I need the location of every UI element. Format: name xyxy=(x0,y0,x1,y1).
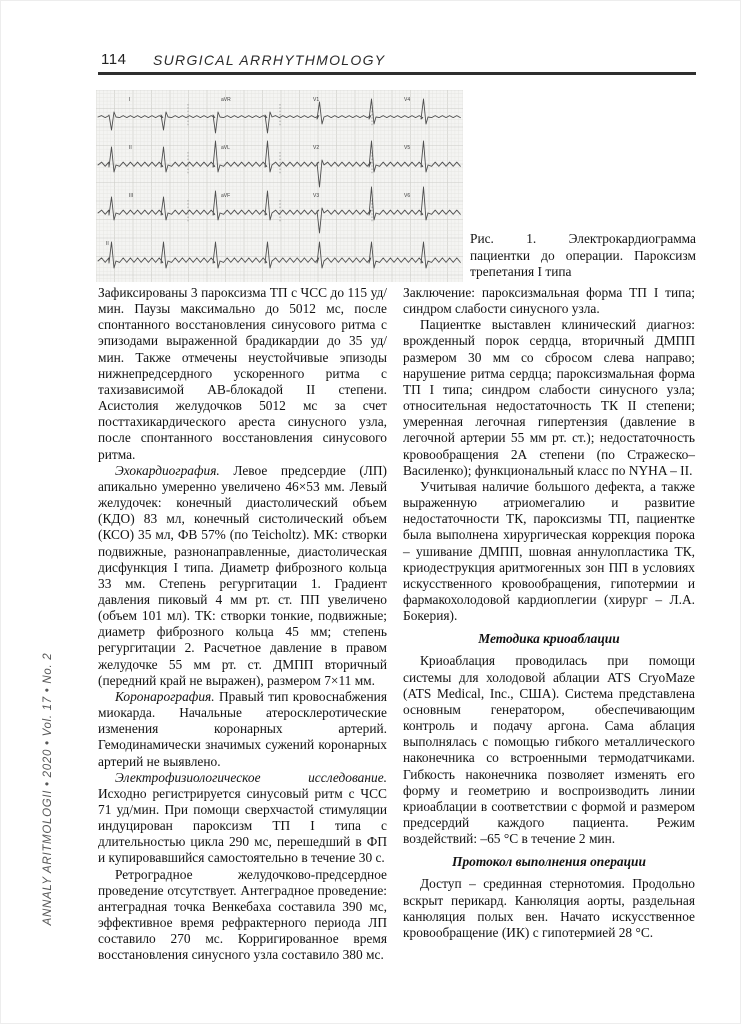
paragraph: Зафиксированы 3 пароксизма ТП с ЧСС до 115 уд/мин. Паузы максимально до 5012 мс, после спонтанного восстановления синусового ритма с эпизодами выраженной брадикардии до 35 уд/мин. Также отмечены неустойчивые эпизоды нижнепредсердного ускоренного ритма с тахизависимой АВ-блокадой II степени. Асистолия желудочков 5012 мс за счет посттахикардического ареста синусного узла, после спонтанного восстановления синусового ритма. xyxy=(98,285,387,462)
paragraph: Эхокардиография. Левое предсердие (ЛП) апикально умеренно увеличено 46×53 мм. Левый желудочек: конечный диастолический объем (КДО) 83 мл, конечный систолический объем (КСО) 35 мл, ФВ 57% (по Teicholtz). МК: створки подвижные, разнонаправленные, диастолическая дисфункция I типа. Диаметр фиброзного кольца 33 мм. Степень регургитации 1. Градиент давления пиковый 4 мм рт. ст. ПП увеличено (объем 101 мл). ТК: створки тонкие, подвижные; диаметр фиброзного кольца 45 мм; степень регургитации 2. Расчетное давление в правом желудочке 55 мм рт. ст. ДМПП вторичный (передний край не выражен), размером 7×11 мм. xyxy=(98,462,387,688)
paragraph: Электрофизиологическое исследование. Исходно регистрируется синусовый ритм с ЧСС 71 уд/мин. При помощи сверхчастой стимуляции индуцирован пароксизм ТП I типа с длительностью цикла 290 мс, перешедший в ФП и купировавшийся самостоятельно в течение 30 с. xyxy=(98,769,387,866)
paragraph-lead-italic: Эхокардиография. xyxy=(115,462,220,478)
svg-text:aVL: aVL xyxy=(221,145,230,151)
svg-text:aVR: aVR xyxy=(221,97,231,103)
svg-text:II: II xyxy=(106,241,109,247)
svg-text:aVF: aVF xyxy=(221,193,231,199)
paragraph: Ретроградное желудочково-предсердное проведение отсутствует. Антеградное проведение: антеградная точка Венкебаха составила 390 мс, эффективное время рефрактерного периода ЛП составило 270 мс. Корригированное время восстановления синусного узла составило 380 мс. xyxy=(98,866,387,963)
svg-text:II: II xyxy=(129,145,132,151)
right-column xyxy=(403,285,695,941)
paragraph: Доступ – срединная стернотомия. Продольно вскрыт перикард. Канюляция аорты, раздельная канюляция полых вен. Начато искусственное кровообращение (ИК) с гипотермией 28 °С. xyxy=(403,876,695,940)
ecg-image xyxy=(96,90,463,282)
paragraph: Заключение: пароксизмальная форма ТП I типа; синдром слабости синусного узла. xyxy=(403,285,695,317)
svg-text:V4: V4 xyxy=(404,97,411,103)
section-heading: Методика криоаблации xyxy=(478,631,620,647)
page-number: 114 xyxy=(101,51,127,68)
svg-text:V6: V6 xyxy=(404,193,411,199)
paragraph: Коронарография. Правый тип кровоснабжения миокарда. Начальные атеросклеротические изменения коронарных артерий. Гемодинамически значимых сужений коронарных артерий не выявлено. xyxy=(98,688,387,769)
section-heading: Протокол выполнения операции xyxy=(452,854,646,870)
svg-text:V2: V2 xyxy=(313,145,320,151)
journal-sidebar-text: ANNALY ARITMOLOGII • 2020 • Vol. 17 • No. 2 xyxy=(42,652,54,926)
left-column xyxy=(98,285,387,964)
figure-caption: Рис. 1. Электрокардиограмма пациентки до операции. Пароксизм трепетания I типа xyxy=(470,231,696,280)
paragraph-lead-italic: Коронарография. xyxy=(115,688,215,704)
paragraph: Криоаблация проводилась при помощи системы для холодовой аблации ATS CryoMaze (ATS Medical, Inc., США). Система представлена основным генератором, обеспечивающим контроль и подачу аргона. Сама аблация выполнялась с помощью гибкого металлического наконечника со встроенными термодатчиками. Гибкость наконечника позволяет изменять его форму и геометрию и воспроизводить линии криоаблации в соответствии с формой и размером предсердий каждого пациента. Режим воздействий: –65 °С в течение 2 мин. xyxy=(403,653,695,847)
paragraph: Учитывая наличие большого дефекта, а также выраженную атриомегалию и развитие недостаточности ТК, пароксизмы ТП, пациентке была выполнена хирургическая коррекция порока – ушивание ДМПП, шовная аннулопластика ТК, криодеструкция аритмогенных зон ПП в условиях искусственного кровообращения, гипотермии и фармакохолодовой кардиоплегии (хирург – Л.А. Бокерия). xyxy=(403,478,695,624)
svg-text:V1: V1 xyxy=(313,97,320,103)
header-rule xyxy=(98,72,696,75)
svg-text:V5: V5 xyxy=(404,145,411,151)
paragraph-lead-italic: Электрофизиологическое исследование. xyxy=(115,769,387,785)
ecg-figure xyxy=(96,90,463,282)
svg-text:V3: V3 xyxy=(313,193,320,199)
running-head: SURGICAL ARRHYTHMOLOGY xyxy=(153,52,386,68)
svg-text:III: III xyxy=(129,193,134,199)
paragraph: Пациентке выставлен клинический диагноз: врожденный порок сердца, вторичный ДМПП размером 30 мм со сбросом слева направо; нарушение ритма сердца; пароксизмальная форма ТП I типа; синдром слабости синусного узла; относительная недостаточность ТК II степени; умеренная легочная гипертензия (давление в легочной артерии 55 мм рт. ст.); недостаточность кровообращения 2А степени (по Стражеско–Василенко); функциональный класс по NYHA – II. xyxy=(403,317,695,478)
svg-text:I: I xyxy=(129,97,131,103)
